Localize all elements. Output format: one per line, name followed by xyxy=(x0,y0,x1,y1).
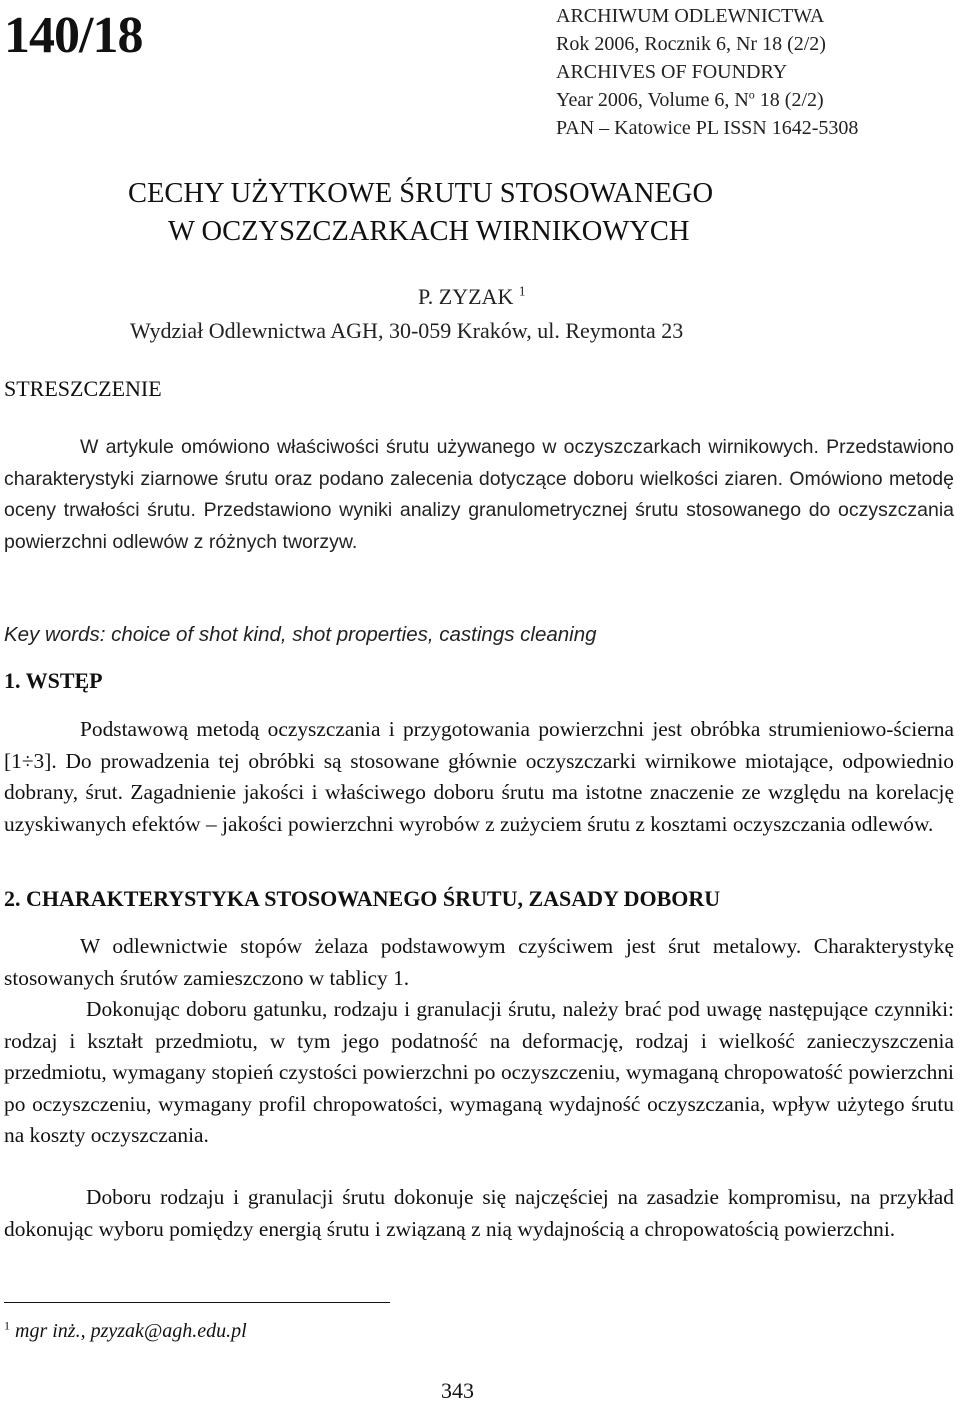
paper-number: 140/18 xyxy=(4,7,143,64)
author-name-text: P. ZYZAK xyxy=(418,284,514,309)
author-footnote-marker: 1 xyxy=(518,283,526,299)
section-2-paragraph-1: W odlewnictwie stopów żelaza podstawowym czyściwem jest śrut metalowy. Charakterystykę stosowanych śrutów zamieszczono w tablicy 1. xyxy=(4,934,954,990)
journal-line-issn: PAN – Katowice PL ISSN 1642-5308 xyxy=(556,117,859,139)
journal-volume-text: Year 2006, Volume 6, N xyxy=(556,89,749,111)
abstract-text: W artykule omówiono właściwości śrutu używanego w oczyszczarkach wirnikowych. Przedstawiono charakterystyki ziarnowe śrutu oraz podano zalecenia dotyczące doboru wielkości ziaren. Omówiono metodę oceny trwałości śrutu. Przedstawiono wyniki analizy granulometrycznej śrutu stosowanego do oczyszczania powierzchni odlewów z różnych tworzyw. xyxy=(4,436,954,553)
footnote-separator xyxy=(4,1302,390,1303)
section-2-paragraph-2: Dokonując doboru gatunku, rodzaju i granulacji śrutu, należy brać pod uwagę następujące czynniki: rodzaj i kształt przedmiotu, w tym jego podatność na deformację, rodzaj i wielkość zanieczyszczenia przedmiotu, wymagany stopień czystości powierzchni po oczyszczeniu, wymaganą chropowatość powierzchni po oczyszczeniu, wymagany profil chropowatości, wymaganą wydajność oczyszczania, wpływ użytego śrutu na koszty oczyszczania. xyxy=(4,997,954,1147)
author-name xyxy=(130,280,683,314)
keywords: Key words: choice of shot kind, shot properties, castings cleaning xyxy=(4,623,597,646)
section-1-heading: 1. WSTĘP xyxy=(4,668,103,693)
journal-line-pl-year: Rok 2006, Rocznik 6, Nr 18 (2/2) xyxy=(556,33,826,55)
footnote-text: mgr inż., pzyzak@agh.edu.pl xyxy=(10,1320,247,1342)
page-number: 343 xyxy=(441,1378,474,1403)
section-1-paragraph: Podstawową metodą oczyszczania i przygotowania powierzchni jest obróbka strumieniowo-ścierna [1÷3]. Do prowadzenia tej obróbki są stosowane głównie oczyszczarki wirnikowe miotające, odpowiednio dobrany, śrut. Zagadnienie jakości i właściwego doboru śrutu ma istotne znaczenie ze względu na korelację uzyskiwanych efektów – jakości powierzchni wyrobów z zużyciem śrutu z kosztami oczyszczania odlewów. xyxy=(4,717,954,836)
abstract-heading: STRESZCZENIE xyxy=(4,376,162,401)
journal-number-superscript: o xyxy=(748,87,755,102)
author-block xyxy=(130,280,683,348)
author-affiliation: Wydział Odlewnictwa AGH, 30-059 Kraków, ul. Reymonta 23 xyxy=(130,318,684,343)
journal-issue-text: 18 (2/2) xyxy=(754,89,824,111)
journal-info xyxy=(556,2,858,142)
journal-line-pl-name: ARCHIWUM ODLEWNICTWA xyxy=(556,5,825,27)
journal-line-en-year xyxy=(556,86,858,114)
title-line-2: W OCZYSZCZARKACH WIRNIKOWYCH xyxy=(168,216,690,247)
title-line-1: CECHY UŻYTKOWE ŚRUTU STOSOWANEGO xyxy=(128,178,714,209)
section-2-paragraph-3: Doboru rodzaju i granulacji śrutu dokonuje się najczęściej na zasadzie kompromisu, na przykład dokonując wyboru pomiędzy energią śrutu i związaną z nią wydajnością a chropowatością powierzchni. xyxy=(4,1185,954,1241)
paper-title xyxy=(128,175,713,251)
journal-line-en-name: ARCHIVES OF FOUNDRY xyxy=(556,61,788,83)
footnote-marker: 1 xyxy=(4,1318,10,1333)
footnote xyxy=(4,1316,247,1346)
section-2-heading: 2. CHARAKTERYSTYKA STOSOWANEGO ŚRUTU, ZASADY DOBORU xyxy=(4,886,721,911)
